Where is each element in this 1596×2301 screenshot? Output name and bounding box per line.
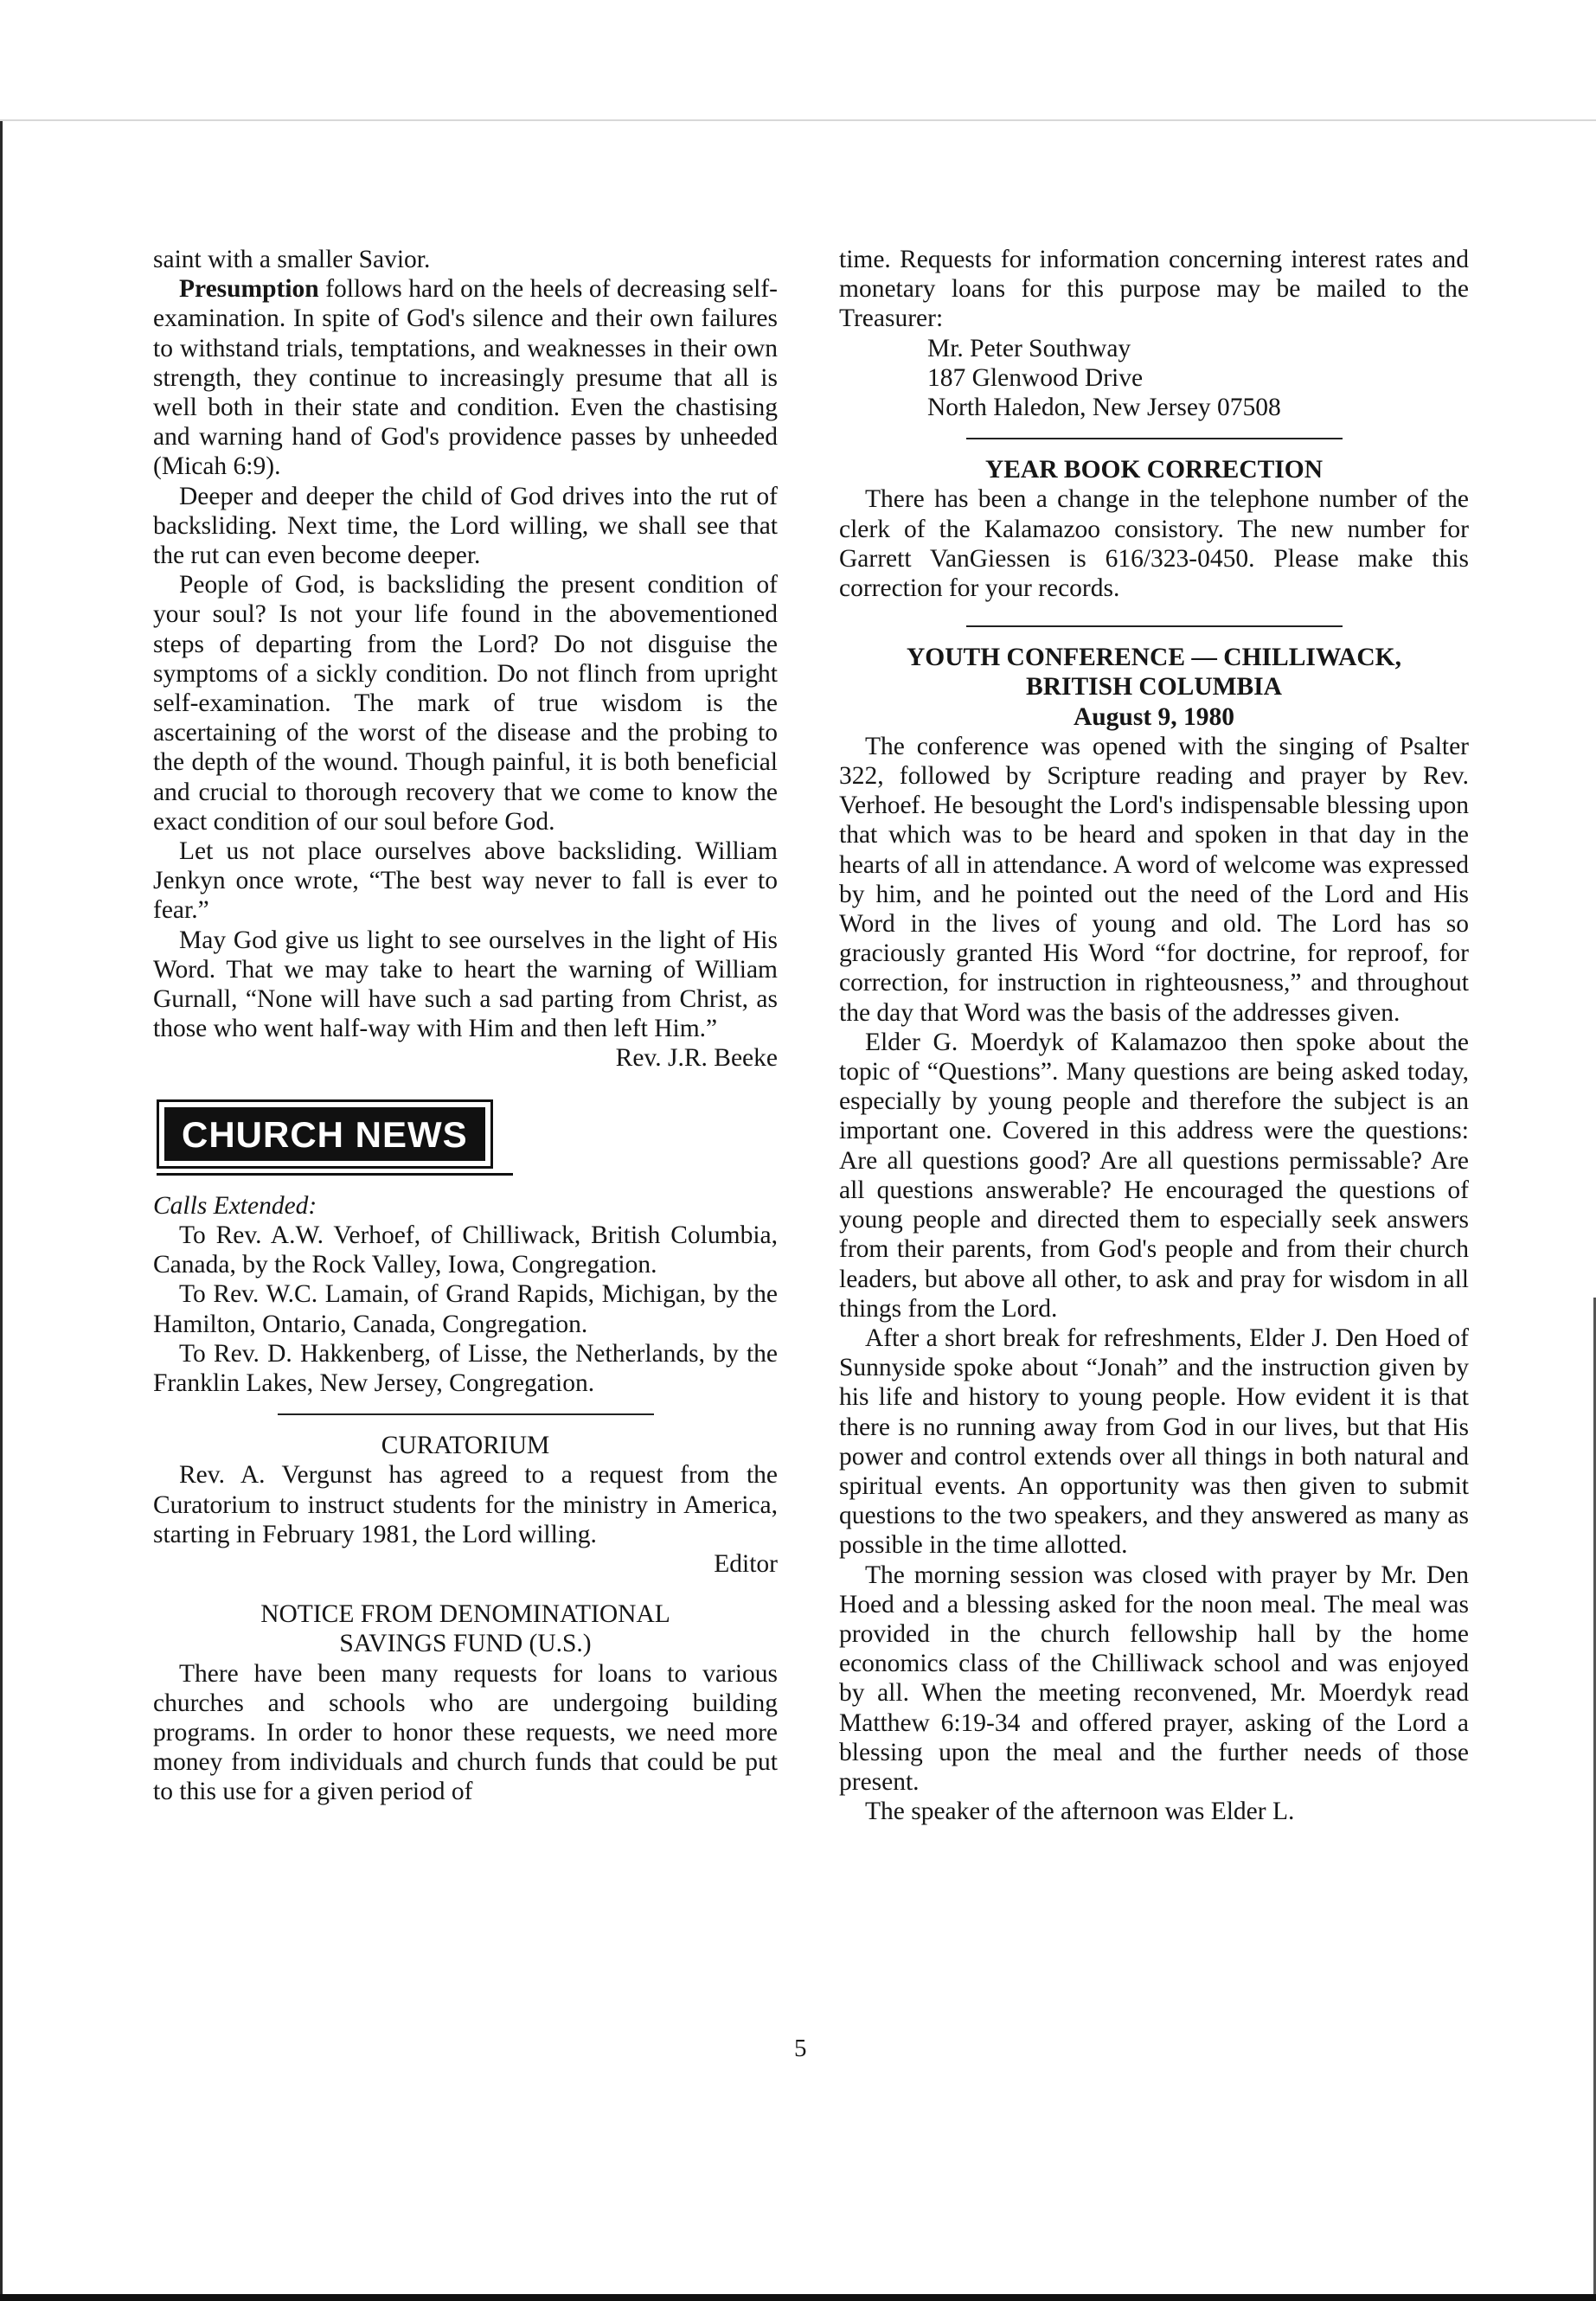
notice-heading: NOTICE FROM DENOMINATIONAL SAVINGS FUND (U.S.)	[260, 1600, 670, 1658]
youth-paragraph-2: Elder G. Moerdyk of Kalamazoo then spoke about the topic of “Questions”. Many questions are being asked today, especially by young people and therefore the subject is an important one. Covered in this address were the questions: Are all questions good? Are all questions permissable? Are all questions answerable? He encouraged the questions of young people and directed them to especially seek answers from their parents, from God's people and from their church leaders, but above all other, to ask and pray for wisdom in all things from the Lord.	[839, 1028, 1469, 1323]
curatorium-heading: CURATORIUM	[381, 1432, 550, 1460]
curatorium-text: Rev. A. Vergunst has agreed to a request from the Curatorium to instruct students for the ministry in America, starting in February 1981, the Lord willing.	[153, 1461, 778, 1548]
youth-paragraph-5: The speaker of the afternoon was Elder L.	[865, 1798, 1295, 1826]
page-number: 5	[794, 2035, 807, 2062]
treasurer-name: Mr. Peter Southway	[927, 334, 1131, 362]
presumption-text: follows hard on the heels of decreasing self-examination. In spite of God's silence and their own failures to withstand trials, temptations, and weaknesses in their own strength, they continue to increasingly presume that all is well both in their state and condition. Even the chastising and warning hand of God's providence passes by unheeded (Micah 6:9).	[153, 275, 778, 481]
youth-paragraph-3: After a short break for refreshments, Elder J. Den Hoed of Sunnyside spoke about “Jonah” and the instruction given by his life and history to young people. How evident it is that there is no running away from God in our lives, but that His power and control extends over all things in both natural and spiritual events. An opportunity was then given to submit questions to the two speakers, and they answered as many as possible in the time allotted.	[839, 1324, 1469, 1560]
scan-bottom-edge	[0, 2294, 1596, 2301]
church-news-frame	[157, 1099, 493, 1169]
curatorium-signature: Editor	[714, 1549, 778, 1578]
section-divider	[966, 625, 1343, 627]
jenkyn-paragraph: Let us not place ourselves above backsliding. William Jenkyn once wrote, “The best way never to fall is ever to fear.”	[153, 837, 778, 925]
call-lamain: To Rev. W.C. Lamain, of Grand Rapids, Michigan, by the Hamilton, Ontario, Canada, Congregation.	[153, 1280, 778, 1338]
left-column	[153, 245, 778, 1807]
church-news-title: CHURCH NEWS	[164, 1107, 485, 1161]
youth-heading-line2: BRITISH COLUMBIA	[1026, 673, 1282, 702]
people-of-god-paragraph: People of God, is backsliding the present condition of your soul? Is not your life found in the abovementioned steps of departing from the Lord? Do not disguise the symptoms of a sickly condition. Do not flinch from upright self-examination. The mark of true wisdom is the ascertaining of the worst of the disease and the probing to the depth of the wound. Though painful, it is both beneficial and crucial to thorough recovery that we come to know the exact condition of our soul before God.	[153, 571, 778, 836]
opening-line: saint with a smaller Savior.	[153, 246, 431, 273]
church-news-banner	[157, 1099, 508, 1176]
notice-continued: time. Requests for information concerning interest rates and monetary loans for this purpose may be mailed to the Treasurer:	[839, 246, 1469, 333]
presumption-paragraph	[153, 274, 778, 481]
section-divider	[278, 1413, 654, 1415]
yearbook-text: There has been a change in the telephone number of the clerk of the Kalamazoo consistory. The new number for Garrett VanGiessen is 616/323-0450. Please make this correction for your records.	[839, 485, 1469, 603]
call-verhoef: To Rev. A.W. Verhoef, of Chilliwack, British Columbia, Canada, by the Rock Valley, Iowa, Congregation.	[153, 1221, 778, 1279]
youth-heading-line1: YOUTH CONFERENCE — CHILLIWACK,	[906, 644, 1402, 672]
author-signature: Rev. J.R. Beeke	[615, 1044, 778, 1073]
scan-top-edge	[0, 119, 1596, 121]
youth-paragraph-4: The morning session was closed with prayer by Mr. Den Hoed and a blessing asked for the noon meal. The meal was provided in the church fellowship hall by the home economics class of the Chilliwack school and was enjoyed by all. When the meeting reconvened, Mr. Moerdyk read Matthew 6:19-34 and offered prayer, asking of the Lord a blessing upon the meal and the further needs of those present.	[839, 1561, 1469, 1796]
section-divider	[966, 438, 1343, 439]
treasurer-street: 187 Glenwood Drive	[927, 363, 1144, 392]
notice-text: There have been many requests for loans to various churches and schools who are undergoing building programs. In order to honor these requests, we need more money from individuals and church funds that could be put to this use for a given period of	[153, 1659, 778, 1806]
call-hakkenberg: To Rev. D. Hakkenberg, of Lisse, the Netherlands, by the Franklin Lakes, New Jersey, Congregation.	[153, 1339, 778, 1397]
calls-extended-heading: Calls Extended:	[153, 1191, 317, 1220]
presumption-lead: Presumption	[179, 275, 319, 304]
church-news-underline	[157, 1173, 513, 1176]
youth-date: August 9, 1980	[1073, 702, 1235, 731]
youth-paragraph-1: The conference was opened with the singing of Psalter 322, followed by Scripture reading and prayer by Rev. Verhoef. He besought the Lord's indispensable blessing upon that which was to be heard and spoken in that day in the hearts of all in attendance. A word of welcome was expressed by him, and he pointed out the need of the Lord and His Word in the lives of young and old. The Lord has so graciously granted His Word “for doctrine, for reproof, for correction, for instruction in righteousness,” and throughout the day that Word was the basis of the addresses given.	[839, 732, 1469, 1027]
scan-left-edge	[0, 121, 3, 2299]
gurnall-paragraph: May God give us light to see ourselves in the light of His Word. That we may take to heart the warning of William Gurnall, “None will have such a sad parting from Christ, as those who went half-way with Him and then left Him.”	[153, 926, 778, 1043]
backsliding-paragraph: Deeper and deeper the child of God drives into the rut of backsliding. Next time, the Lord willing, we shall see that the rut can even become deeper.	[153, 482, 778, 570]
yearbook-heading: YEAR BOOK CORRECTION	[984, 456, 1324, 484]
right-column	[839, 245, 1469, 1826]
treasurer-city: North Haledon, New Jersey 07508	[927, 394, 1281, 422]
